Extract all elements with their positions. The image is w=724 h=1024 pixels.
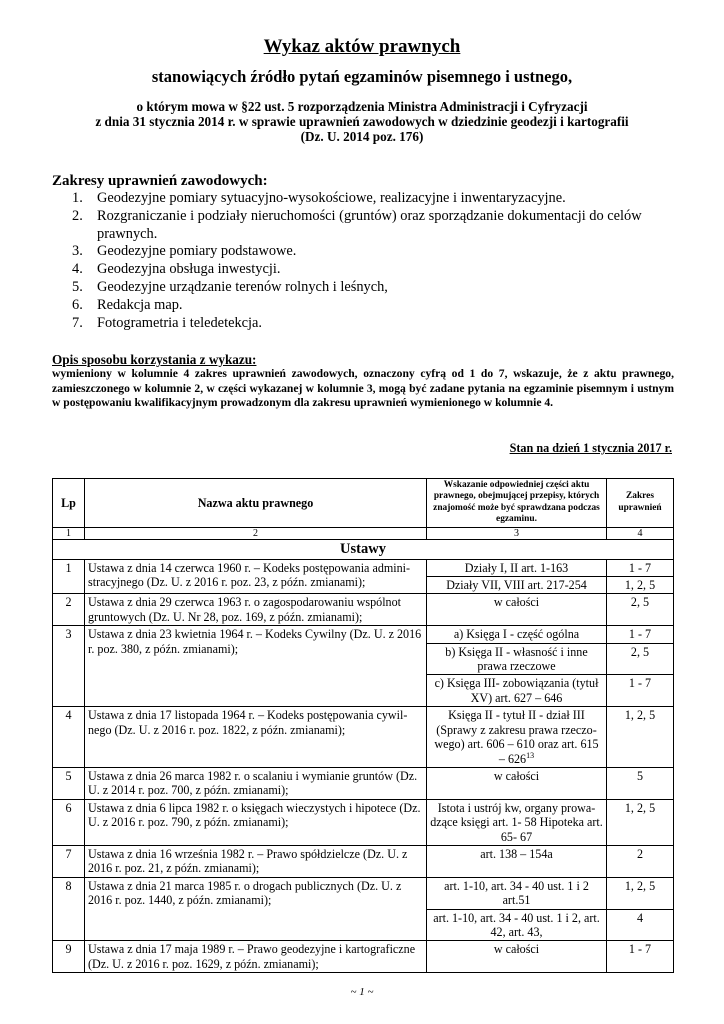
footnote-ref: 13 (526, 750, 535, 760)
header-act-part: Wskazanie odpowiedniej części aktu prawnego, obejmującej przepisy, których znajomość może być sprawdzana podczas egzaminu. (427, 479, 607, 528)
row-act-part (427, 909, 607, 941)
scope-item-number: 7. (72, 314, 83, 331)
scope-item-number: 2. (72, 207, 83, 224)
row-scope: 1, 2, 5 (607, 707, 674, 768)
reference-line-3: (Dz. U. 2014 poz. 176) (300, 129, 424, 144)
row-act-part (427, 707, 607, 768)
row-scope: 1 - 7 (607, 675, 674, 707)
column-number: 1 (53, 527, 85, 539)
scope-item-text: Fotogrametria i teledetekcja. (97, 314, 263, 331)
act-part-text: c) Księga III- zobowiązania (tytuł XV) art. 627 – 646 (434, 676, 599, 705)
act-part-text: w całości (493, 768, 540, 783)
row-lp: 2 (53, 594, 85, 626)
row-act-name: Ustawa z dnia 17 maja 1989 r. – Prawo geodezyjne i kartograficzne (Dz. U. z 2016 r. poz. 1629, z późn. zmianami); (85, 941, 427, 973)
act-part-text: art. 1-10, art. 34 - 40 ust. 1 i 2, art. 42, art. 43, (433, 910, 600, 939)
row-lp: 4 (53, 707, 85, 768)
row-scope: 5 (607, 767, 674, 799)
scope-item-number: 4. (72, 261, 83, 278)
act-part-text: a) Księga I - część ogólna (453, 627, 580, 642)
scope-item-text: Rozgraniczanie i podziały nieruchomości (gruntów) oraz sporządzanie dokumentacji do celów prawnych. (97, 207, 642, 242)
header-scope: Zakres uprawnień (607, 479, 674, 528)
table-row (53, 559, 674, 576)
row-scope: 1 - 7 (607, 559, 674, 576)
table-row (53, 767, 674, 799)
table-row (53, 845, 674, 877)
scope-item-text: Redakcja map. (97, 296, 183, 313)
act-part-text: w całości (493, 942, 540, 957)
scope-heading: Zakresy uprawnień zawodowych: (52, 173, 268, 189)
row-scope: 1 - 7 (607, 941, 674, 973)
act-part-text: b) Księga II - własność i inne prawa rzeczowe (445, 644, 588, 674)
column-number: 4 (607, 527, 674, 539)
row-scope: 1, 2, 5 (607, 799, 674, 845)
act-part-text: Księga II - tytuł II - dział III (Sprawy z zakresu prawa rzeczo-wego) art. 606 – 610 oraz art. 615 – 626 (434, 708, 599, 766)
row-lp: 3 (53, 626, 85, 707)
scope-item-text: Geodezyjna obsługa inwestycji. (97, 261, 281, 278)
row-act-part (427, 577, 607, 594)
table-row (53, 799, 674, 845)
row-act-part (427, 767, 607, 799)
row-lp: 8 (53, 877, 85, 941)
row-lp: 6 (53, 799, 85, 845)
row-lp: 5 (53, 767, 85, 799)
row-act-name: Ustawa z dnia 26 marca 1982 r. o scalaniu i wymianie gruntów (Dz. U. z 2014 r. poz. 700, z późn. zmianami); (85, 767, 427, 799)
row-act-name: Ustawa z dnia 29 czerwca 1963 r. o zagospodarowaniu wspólnot gruntowych (Dz. U. Nr 28, poz. 169, z późn. zmianami); (85, 594, 427, 626)
scope-item-number: 5. (72, 278, 83, 295)
scope-list (52, 190, 682, 332)
row-act-name: Ustawa z dnia 23 kwietnia 1964 r. – Kodeks Cywilny (Dz. U. z 2016 r. poz. 380, z późn. zmianami); (85, 626, 427, 707)
row-act-part (427, 675, 607, 707)
section-row (53, 539, 674, 559)
regulation-reference (40, 99, 684, 144)
scope-item (52, 208, 682, 244)
page-number: ~ 1 ~ (350, 986, 374, 998)
scope-item (52, 243, 682, 261)
reference-line-1: o którym mowa w §22 ust. 5 rozporządzenia Ministra Administracji i Cyfryzacji (136, 99, 588, 114)
document-subtitle: stanowiących źródło pytań egzaminów pisemnego i ustnego, (151, 67, 573, 86)
act-part-text: art. 138 – 154a (480, 846, 553, 861)
scope-item (52, 279, 682, 297)
row-scope: 2 (607, 845, 674, 877)
act-part-text: Istota i ustrój kw, organy prowa-dzące księgi art. 1- 58 Hipoteka art. 65- 67 (430, 800, 603, 844)
scope-item-text: Geodezyjne urządzanie terenów rolnych i leśnych, (97, 278, 388, 295)
table-row (53, 626, 674, 643)
row-act-name: Ustawa z dnia 6 lipca 1982 r. o księgach wieczystych i hipotece (Dz. U. z 2016 r. poz. 790, z późn. zmianami); (85, 799, 427, 845)
row-lp: 9 (53, 941, 85, 973)
usage-description: wymieniony w kolumnie 4 zakres uprawnień zawodowych, oznaczony cyfrą od 1 do 7, wskazuje, że z aktu prawnego, zamieszczonego w kolumnie 2, w części wykazanej w kolumnie 3, mogą być zadane pytania na egzaminie pisemnym i ustnym w postępowaniu kwalifikacyjnym prowadzonym dla zakresu uprawnień wymienionego w kolumnie 4. (52, 367, 674, 410)
row-act-part (427, 845, 607, 877)
column-numbers-row (53, 527, 674, 539)
row-act-name: Ustawa z dnia 17 listopada 1964 r. – Kodeks postępowania cywil-nego (Dz. U. z 2016 r. poz. 1822, z późn. zmianami); (85, 707, 427, 768)
legal-acts-table (52, 478, 674, 973)
act-part-text: Działy I, II art. 1-163 (464, 560, 569, 575)
act-part-text: w całości (493, 595, 540, 610)
scope-item-text: Geodezyjne pomiary podstawowe. (97, 243, 297, 260)
document-title: Wykaz aktów prawnych (263, 36, 461, 57)
table-row (53, 877, 674, 909)
scope-item (52, 315, 682, 333)
row-lp: 1 (53, 559, 85, 594)
row-scope: 2, 5 (607, 594, 674, 626)
row-act-name: Ustawa z dnia 14 czerwca 1960 r. – Kodeks postępowania admini-stracyjnego (Dz. U. z 2016 r. poz. 23, z późn. zmianami); (85, 559, 427, 594)
column-number: 2 (85, 527, 427, 539)
scope-item (52, 261, 682, 279)
scope-item-text: Geodezyjne pomiary sytuacyjno-wysokościowe, realizacyjne i inwentaryzacyjne. (97, 190, 566, 206)
row-act-part (427, 594, 607, 626)
row-scope: 1 - 7 (607, 626, 674, 643)
row-act-part (427, 643, 607, 675)
reference-line-2: z dnia 31 stycznia 2014 r. w sprawie uprawnień zawodowych w dziedzinie geodezji i kartografii (95, 114, 629, 129)
row-lp: 7 (53, 845, 85, 877)
section-title: Ustawy (53, 539, 674, 559)
status-date: Stan na dzień 1 stycznia 2017 r. (509, 441, 672, 455)
row-scope: 2, 5 (607, 643, 674, 675)
row-act-part (427, 877, 607, 909)
usage-heading: Opis sposobu korzystania z wykazu: (52, 352, 257, 367)
row-act-part (427, 559, 607, 576)
act-part-text: art. 1-10, art. 34 - 40 ust. 1 i 2 art.51 (444, 878, 589, 908)
scope-item (52, 297, 682, 315)
row-scope: 1, 2, 5 (607, 577, 674, 594)
header-lp: Lp (53, 479, 85, 528)
row-act-name: Ustawa z dnia 21 marca 1985 r. o drogach publicznych (Dz. U. z 2016 r. poz. 1440, z późn. zmianami); (85, 877, 427, 941)
column-number: 3 (427, 527, 607, 539)
scope-item-number: 1. (72, 190, 83, 206)
scope-item (52, 190, 682, 208)
row-act-part (427, 626, 607, 643)
row-act-part (427, 799, 607, 845)
table-row (53, 707, 674, 768)
row-act-part (427, 941, 607, 973)
header-act-name: Nazwa aktu prawnego (85, 479, 427, 528)
row-scope: 1, 2, 5 (607, 877, 674, 909)
table-row (53, 594, 674, 626)
row-act-name: Ustawa z dnia 16 września 1982 r. – Prawo spółdzielcze (Dz. U. z 2016 r. poz. 21, z późn. zmianami); (85, 845, 427, 877)
scope-item-number: 6. (72, 296, 83, 313)
act-part-text: Działy VII, VIII art. 217-254 (446, 578, 587, 593)
scope-item-number: 3. (72, 243, 83, 260)
row-scope: 4 (607, 909, 674, 941)
table-row (53, 941, 674, 973)
